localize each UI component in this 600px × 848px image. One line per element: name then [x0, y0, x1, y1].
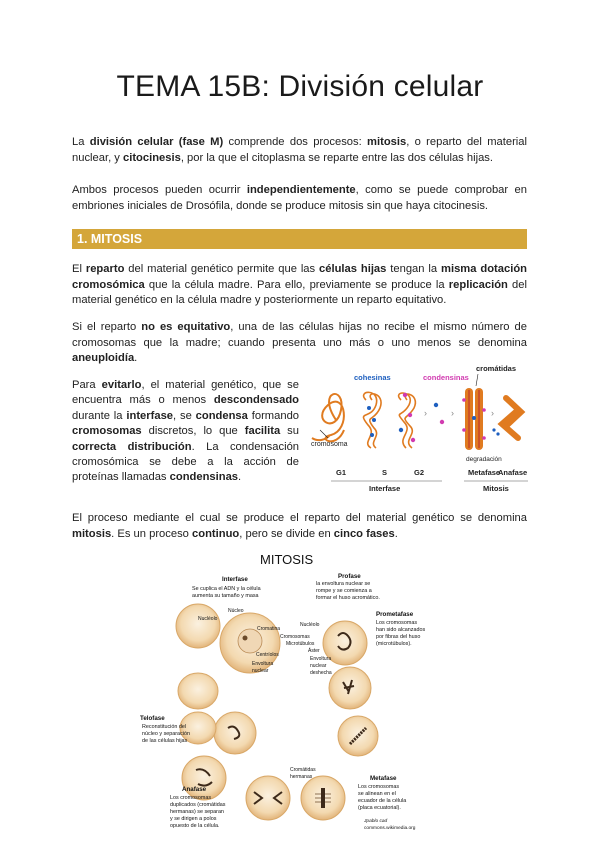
anaphase-chromatids: [502, 398, 521, 438]
mitosis-paragraph-3: Para evitarlo, el material genético, que se encuentra más o menos descondensado durante la interfase, se condensa formando cromosomas discretos, lo que facilita su correcta distribución. La condensación cromosómica se debe a la acción de proteínas llamadas condensinas.: [72, 379, 300, 484]
svg-text:›: ›: [424, 408, 427, 418]
group-interfase: Interfase: [369, 484, 401, 493]
svg-text:aumenta su tamaño y masa: aumenta su tamaño y masa: [192, 593, 259, 599]
svg-text:Se cuplica el ADN y la célula: Se cuplica el ADN y la célula: [192, 586, 261, 592]
svg-text:por fibras del huso: por fibras del huso: [376, 634, 421, 640]
label-telofase: Telofase: [140, 715, 165, 722]
cell-telofase: [214, 712, 256, 754]
svg-text:nuclear: nuclear: [310, 663, 327, 669]
label-prometafase: Prometafase: [376, 611, 414, 618]
svg-text:Centríolos: Centríolos: [256, 652, 279, 658]
svg-text:Envoltura: Envoltura: [310, 656, 332, 662]
svg-text:Cromátidas: Cromátidas: [290, 767, 316, 773]
svg-text:han sido alcanzados: han sido alcanzados: [376, 627, 426, 633]
svg-text:Cromatina: Cromatina: [257, 626, 281, 632]
svg-text:Reconstitución del: Reconstitución del: [142, 724, 187, 730]
cromosoma-label: cromosoma: [311, 441, 348, 448]
phase-anafase: Anafase: [498, 468, 528, 477]
svg-text:Nucléolo: Nucléolo: [198, 616, 218, 622]
svg-text:Los cromosomas: Los cromosomas: [376, 620, 418, 626]
intro-paragraph-1: La división celular (fase M) comprende dos procesos: mitosis, o reparto del material nuclear, y citocinesis, por la que el citoplasma se reparte entre las dos células hijas.: [72, 136, 527, 164]
mitosis-figure-title: MITOSIS: [260, 552, 314, 567]
phase-g1: G1: [336, 468, 347, 477]
svg-text:›: ›: [451, 408, 454, 418]
mitosis-paragraph-2: Si el reparto no es equitativo, una de las células hijas no recibe el mismo número de cromosomas que la madre; cuando presenta uno más o uno menos se denomina aneuploidía.: [72, 321, 527, 364]
svg-text:duplicados (cromátidas: duplicados (cromátidas: [170, 802, 226, 808]
svg-text:Microtúbulos: Microtúbulos: [286, 641, 315, 647]
svg-text:rompe y se comienza a: rompe y se comienza a: [316, 588, 372, 594]
svg-text:›: ›: [491, 408, 494, 418]
cell-telofase-late: [182, 756, 226, 800]
cell-interfase-small: [176, 604, 220, 648]
condensation-diagram: [306, 360, 528, 495]
label-interfase: Interfase: [222, 576, 248, 583]
condensinas-label: condensinas: [423, 373, 469, 382]
figure-credit-source: commons.wikimedia.org: [364, 826, 416, 831]
svg-text:deshecha: deshecha: [310, 670, 332, 676]
degradacion-label: degradación: [466, 456, 502, 463]
label-metafase: Metafase: [370, 775, 397, 782]
cromatidas-label: cromátidas: [476, 364, 517, 373]
svg-text:Nucléolo: Nucléolo: [300, 622, 320, 628]
svg-text:de las células hijas: de las células hijas: [142, 738, 188, 744]
svg-text:la envoltura nuclear se: la envoltura nuclear se: [316, 581, 371, 587]
section-heading-label: 1. MITOSIS: [77, 232, 143, 246]
intro-paragraph-2: Ambos procesos pueden ocurrir independientemente, como se puede comprobar en embriones iniciales de Drosófila, donde se produce mitosis sin que haya citocinesis.: [72, 184, 527, 212]
section-heading-mitosis: [72, 229, 527, 249]
metaphase-chromosome: [462, 388, 486, 450]
svg-text:núcleo y separación: núcleo y separación: [142, 731, 190, 737]
svg-text:Núcleo: Núcleo: [228, 608, 244, 614]
svg-text:ecuador de la célula: ecuador de la célula: [358, 798, 407, 804]
svg-text:Los cromosomas: Los cromosomas: [170, 795, 212, 801]
svg-text:(placa ecuatorial).: (placa ecuatorial).: [358, 805, 401, 811]
mitosis-paragraph-4: El proceso mediante el cual se produce el reparto del material genético se denomina mitosis. Es un proceso continuo, pero se divide en cinco fases.: [72, 512, 527, 540]
label-anafase: Anafase: [182, 786, 207, 793]
group-mitosis: Mitosis: [483, 484, 509, 493]
svg-text:hermanas) se separan: hermanas) se separan: [170, 809, 224, 815]
cell-anafase: [246, 776, 290, 820]
svg-text:se alinean en el: se alinean en el: [358, 791, 396, 797]
figure-credit: Jpablo cad: [364, 819, 388, 824]
page-title: TEMA 15B: División celular: [116, 70, 484, 103]
phase-s: S: [382, 468, 388, 477]
svg-text:opuesto de la célula.: opuesto de la célula.: [170, 823, 220, 829]
svg-text:hermanas: hermanas: [290, 774, 313, 780]
svg-text:formar el huso acromático.: formar el huso acromático.: [316, 595, 380, 601]
decondensed-chromatin: [312, 394, 344, 441]
svg-text:(microtúbulos).: (microtúbulos).: [376, 641, 412, 647]
phase-metafase: Metafase: [468, 468, 501, 477]
mitosis-cycle-figure: [140, 548, 460, 838]
svg-text:Envoltura: Envoltura: [252, 661, 274, 667]
cohesinas-label: cohesinas: [354, 373, 391, 382]
mitosis-paragraph-1: El reparto del material genético permite que las células hijas tengan la misma dotación cromosómica que la célula madre. Para ello, previamente se produce la replicación del material genético en la célula madre y posteriormente un reparto equitativo.: [72, 263, 527, 306]
cell-daughter-1: [178, 673, 218, 709]
svg-text:Los cromosomas: Los cromosomas: [358, 784, 400, 790]
cell-metafase-early: [338, 716, 378, 756]
svg-text:nuclear: nuclear: [252, 668, 269, 674]
svg-text:y se dirigen a polos: y se dirigen a polos: [170, 816, 217, 822]
phase-g2: G2: [414, 468, 425, 477]
label-profase: Profase: [338, 573, 361, 580]
svg-text:Cromosomas: Cromosomas: [280, 634, 310, 640]
svg-text:Áster: Áster: [308, 648, 320, 654]
